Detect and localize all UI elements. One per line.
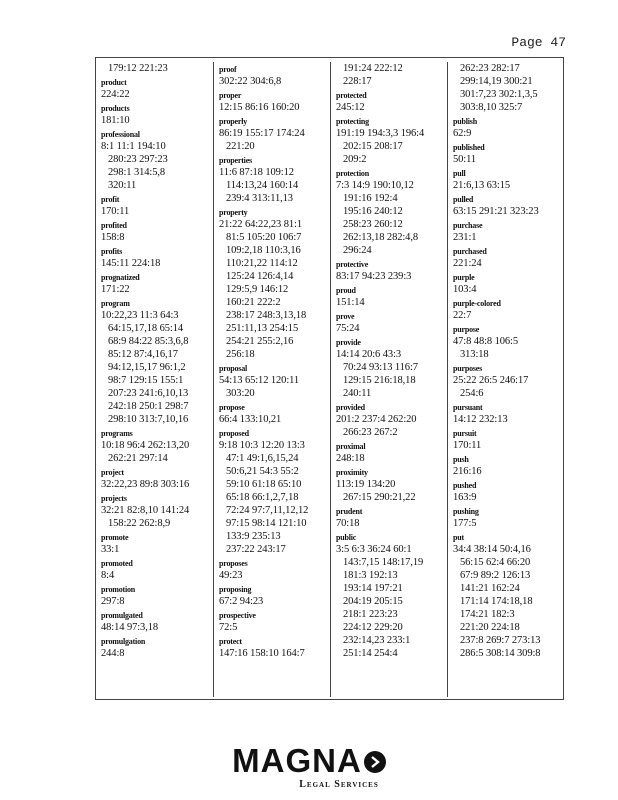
index-entry <box>101 582 212 608</box>
index-references: 209:2 <box>343 154 367 165</box>
index-entry <box>336 400 446 439</box>
index-references: 299:14,19 300:21 <box>460 76 533 87</box>
index-references: 207:23 241:6,10,13 <box>108 388 189 399</box>
index-references: 83:17 94:23 239:3 <box>336 271 412 282</box>
index-references: 70:18 <box>336 518 360 529</box>
index-references: 62:9 <box>453 128 472 139</box>
index-term: pulled <box>453 195 474 204</box>
index-references: 232:14,23 233:1 <box>343 635 411 646</box>
index-references: 170:11 <box>101 206 130 217</box>
index-entry <box>453 114 564 140</box>
index-references: 240:11 <box>343 388 372 399</box>
index-references: 67:9 89:2 126:13 <box>460 570 531 581</box>
index-references: 216:16 <box>453 466 482 477</box>
index-references: 129:15 216:18,18 <box>343 375 416 386</box>
index-entry <box>101 127 212 192</box>
index-entry <box>101 491 212 530</box>
index-references: 191:24 222:12 <box>343 63 403 74</box>
index-references: 238:17 248:3,13,18 <box>226 310 307 321</box>
index-entry <box>336 283 446 309</box>
index-entry <box>453 192 564 218</box>
index-term: proximal <box>336 442 366 451</box>
index-term: pursuit <box>453 429 477 438</box>
index-references: 12:15 86:16 160:20 <box>219 102 300 113</box>
index-term: provide <box>336 338 361 347</box>
index-entry <box>101 62 212 75</box>
index-references: 110:21,22 114:12 <box>226 258 298 269</box>
index-references: 254:21 255:2,16 <box>226 336 294 347</box>
index-references: 21:22 64:22,23 81:1 <box>219 219 302 230</box>
index-term: properties <box>219 156 252 165</box>
logo-tagline: Legal Services <box>299 779 379 790</box>
index-references: 224:22 <box>101 89 130 100</box>
index-references: 251:14 254:4 <box>343 648 398 659</box>
index-term: proposal <box>219 364 248 373</box>
index-references: 158:22 262:8,9 <box>108 518 171 529</box>
index-entry <box>219 634 329 660</box>
index-term: professional <box>101 130 140 139</box>
index-column-4 <box>447 62 564 697</box>
index-references: 224:12 229:20 <box>343 622 403 633</box>
index-references: 97:15 98:14 121:10 <box>226 518 307 529</box>
index-references: 171:22 <box>101 284 130 295</box>
index-references: 21:6,13 63:15 <box>453 180 511 191</box>
index-term: purpose <box>453 325 480 334</box>
index-references: 33:1 <box>101 544 120 555</box>
index-term: purchase <box>453 221 483 230</box>
index-term: profits <box>101 247 123 256</box>
index-entry <box>101 296 212 426</box>
index-term: purple <box>453 273 475 282</box>
index-references: 50:11 <box>453 154 477 165</box>
index-entry <box>219 556 329 582</box>
index-entry <box>336 530 446 660</box>
index-entry <box>453 530 564 660</box>
index-term: purple-colored <box>453 299 501 308</box>
index-term: proximity <box>336 468 368 477</box>
index-references: 298:1 314:5,8 <box>108 167 166 178</box>
index-references: 54:13 65:12 120:11 <box>219 375 300 386</box>
index-references: 49:23 <box>219 570 243 581</box>
index-references: 70:24 93:13 116:7 <box>343 362 418 373</box>
index-references: 81:5 105:20 106:7 <box>226 232 302 243</box>
index-references: 56:15 62:4 66:20 <box>460 557 531 568</box>
index-entry <box>219 153 329 205</box>
index-term: public <box>336 533 357 542</box>
index-references: 133:9 235:13 <box>226 531 281 542</box>
index-references: 302:22 304:6,8 <box>219 76 282 87</box>
index-references: 113:19 134:20 <box>336 479 396 490</box>
index-entry <box>101 530 212 556</box>
index-term: protecting <box>336 117 369 126</box>
index-references: 25:22 26:5 246:17 <box>453 375 529 386</box>
index-references: 7:3 14:9 190:10,12 <box>336 180 414 191</box>
index-references: 297:8 <box>101 596 125 607</box>
index-references: 280:23 297:23 <box>108 154 168 165</box>
index-references: 221:20 <box>226 141 255 152</box>
index-references: 48:14 97:3,18 <box>101 622 159 633</box>
index-references: 193:14 197:21 <box>343 583 403 594</box>
index-references: 201:2 237:4 262:20 <box>336 414 417 425</box>
index-entry <box>219 582 329 608</box>
index-entry <box>453 452 564 478</box>
index-references: 202:15 208:17 <box>343 141 403 152</box>
index-references: 179:12 221:23 <box>108 63 168 74</box>
index-term: proposed <box>219 429 249 438</box>
index-entry <box>219 62 329 88</box>
index-entry <box>101 75 212 101</box>
index-references: 174:21 182:3 <box>460 609 515 620</box>
index-term: program <box>101 299 130 308</box>
index-references: 244:8 <box>101 648 125 659</box>
index-references: 65:18 66:1,2,7,18 <box>226 492 299 503</box>
index-references: 94:12,15,17 96:1,2 <box>108 362 186 373</box>
index-term: projects <box>101 494 127 503</box>
index-references: 11:6 87:18 109:12 <box>219 167 294 178</box>
index-term: property <box>219 208 248 217</box>
index-references: 221:20 224:18 <box>460 622 520 633</box>
index-references: 103:4 <box>453 284 477 295</box>
index-references: 68:9 84:22 85:3,6,8 <box>108 336 189 347</box>
index-references: 143:7,15 148:17,19 <box>343 557 424 568</box>
index-references: 14:14 20:6 43:3 <box>336 349 402 360</box>
index-term: properly <box>219 117 248 126</box>
index-entry <box>336 257 446 283</box>
index-entry <box>101 101 212 127</box>
index-references: 177:5 <box>453 518 477 529</box>
index-entry <box>336 114 446 166</box>
index-references: 256:18 <box>226 349 255 360</box>
index-entry <box>219 608 329 634</box>
index-term: pushing <box>453 507 479 516</box>
index-references: 245:12 <box>336 102 365 113</box>
index-references: 251:11,13 254:15 <box>226 323 299 334</box>
index-term: proper <box>219 91 242 100</box>
index-references: 86:19 155:17 174:24 <box>219 128 305 139</box>
index-term: prove <box>336 312 355 321</box>
index-entry <box>453 400 564 426</box>
index-references: 145:11 224:18 <box>101 258 161 269</box>
index-term: protected <box>336 91 367 100</box>
index-references: 160:21 222:2 <box>226 297 281 308</box>
index-references: 114:13,24 160:14 <box>226 180 299 191</box>
index-entry <box>336 439 446 465</box>
index-entry <box>453 140 564 166</box>
page-number: Page 47 <box>511 35 566 50</box>
index-entry <box>336 62 446 88</box>
index-term: proud <box>336 286 356 295</box>
index-references: 248:18 <box>336 453 365 464</box>
index-references: 303:20 <box>226 388 255 399</box>
index-references: 218:1 223:23 <box>343 609 398 620</box>
index-references: 258:23 260:12 <box>343 219 403 230</box>
index-entry <box>453 478 564 504</box>
index-term: promotion <box>101 585 136 594</box>
index-entry <box>453 166 564 192</box>
index-references: 3:5 6:3 36:24 60:1 <box>336 544 412 555</box>
index-term: provided <box>336 403 365 412</box>
index-term: pull <box>453 169 466 178</box>
index-references: 158:8 <box>101 232 125 243</box>
index-references: 32:21 82:8,10 141:24 <box>101 505 190 516</box>
index-references: 72:5 <box>219 622 238 633</box>
index-entry <box>219 361 329 400</box>
index-term: products <box>101 104 130 113</box>
index-term: purchased <box>453 247 487 256</box>
index-entry <box>101 465 212 491</box>
index-references: 129:5,9 146:12 <box>226 284 289 295</box>
index-references: 195:16 240:12 <box>343 206 403 217</box>
index-references: 266:23 267:2 <box>343 427 398 438</box>
index-references: 301:7,23 302:1,3,5 <box>460 89 538 100</box>
magna-logo <box>0 744 618 790</box>
index-entry <box>453 296 564 322</box>
index-references: 181:3 192:13 <box>343 570 398 581</box>
index-term: push <box>453 455 469 464</box>
index-entry <box>336 504 446 530</box>
index-term: product <box>101 78 127 87</box>
index-term: proof <box>219 65 237 74</box>
index-term: promote <box>101 533 129 542</box>
index-entry <box>101 608 212 634</box>
index-references: 237:22 243:17 <box>226 544 286 555</box>
index-entry <box>453 270 564 296</box>
index-references: 22:7 <box>453 310 472 321</box>
index-term: protection <box>336 169 369 178</box>
index-term: project <box>101 468 124 477</box>
index-entry <box>336 335 446 400</box>
index-entry <box>101 218 212 244</box>
index-term: propose <box>219 403 245 412</box>
index-references: 109:2,18 110:3,16 <box>226 245 301 256</box>
index-references: 8:1 11:1 194:10 <box>101 141 166 152</box>
index-references: 14:12 232:13 <box>453 414 508 425</box>
index-references: 267:15 290:21,22 <box>343 492 416 503</box>
index-entry <box>219 114 329 153</box>
logo-wordmark: MAGNA <box>232 742 362 779</box>
index-references: 9:18 10:3 12:20 13:3 <box>219 440 305 451</box>
index-references: 64:15,17,18 65:14 <box>108 323 184 334</box>
index-references: 262:23 282:17 <box>460 63 520 74</box>
index-references: 125:24 126:4,14 <box>226 271 294 282</box>
index-references: 47:8 48:8 106:5 <box>453 336 519 347</box>
arrow-right-circle-icon <box>364 751 386 773</box>
index-references: 296:24 <box>343 245 372 256</box>
index-term: prudent <box>336 507 363 516</box>
index-references: 237:8 269:7 273:13 <box>460 635 541 646</box>
index-references: 10:22,23 11:3 64:3 <box>101 310 179 321</box>
index-term: put <box>453 533 464 542</box>
index-references: 262:13,18 282:4,8 <box>343 232 419 243</box>
index-references: 320:11 <box>108 180 137 191</box>
index-entry <box>336 166 446 257</box>
index-term: purposes <box>453 364 483 373</box>
index-references: 98:7 129:15 155:1 <box>108 375 184 386</box>
index-references: 191:19 194:3,3 196:4 <box>336 128 425 139</box>
index-references: 242:18 250:1 298:7 <box>108 401 189 412</box>
index-references: 10:18 96:4 262:13,20 <box>101 440 190 451</box>
index-column-2 <box>213 62 329 697</box>
index-term: profit <box>101 195 120 204</box>
index-column-1 <box>96 62 212 697</box>
index-references: 147:16 158:10 164:7 <box>219 648 305 659</box>
index-references: 204:19 205:15 <box>343 596 403 607</box>
index-term: publish <box>453 117 477 126</box>
index-references: 141:21 162:24 <box>460 583 520 594</box>
index-term: prognatized <box>101 273 140 282</box>
index-references: 32:22,23 89:8 303:16 <box>101 479 190 490</box>
index-references: 85:12 87:4,16,17 <box>108 349 178 360</box>
index-references: 72:24 97:7,11,12,12 <box>226 505 309 516</box>
index-term: prospective <box>219 611 256 620</box>
index-references: 163:9 <box>453 492 477 503</box>
index-term: profited <box>101 221 127 230</box>
index-references: 262:21 297:14 <box>108 453 168 464</box>
index-term: pushed <box>453 481 477 490</box>
index-entry <box>219 88 329 114</box>
index-entry <box>101 556 212 582</box>
index-references: 8:4 <box>101 570 115 581</box>
index-entry <box>101 426 212 465</box>
index-references: 221:24 <box>453 258 482 269</box>
index-entry <box>101 634 212 660</box>
index-references: 63:15 291:21 323:23 <box>453 206 539 217</box>
index-term: protect <box>219 637 242 646</box>
index-references: 239:4 313:11,13 <box>226 193 293 204</box>
index-references: 47:1 49:1,6,15,24 <box>226 453 299 464</box>
index-entry <box>453 244 564 270</box>
index-term: promulgation <box>101 637 146 646</box>
index-entry <box>101 192 212 218</box>
index-term: promulgated <box>101 611 143 620</box>
index-entry <box>453 218 564 244</box>
index-references: 151:14 <box>336 297 365 308</box>
index-references: 34:4 38:14 50:4,16 <box>453 544 531 555</box>
index-references: 67:2 94:23 <box>219 596 264 607</box>
index-entry <box>219 205 329 361</box>
index-table <box>95 57 564 700</box>
index-entry <box>453 361 564 400</box>
index-term: published <box>453 143 485 152</box>
index-entry <box>336 309 446 335</box>
index-term: proposing <box>219 585 252 594</box>
index-references: 170:11 <box>453 440 482 451</box>
index-term: pursuant <box>453 403 483 412</box>
index-entry <box>101 244 212 270</box>
index-references: 191:16 192:4 <box>343 193 398 204</box>
index-references: 50:6,21 54:3 55:2 <box>226 466 299 477</box>
index-entry <box>101 270 212 296</box>
index-references: 181:10 <box>101 115 130 126</box>
index-entry <box>453 504 564 530</box>
index-references: 231:1 <box>453 232 477 243</box>
index-term: protective <box>336 260 369 269</box>
index-references: 228:17 <box>343 76 372 87</box>
index-entry <box>453 62 564 114</box>
index-entry <box>453 426 564 452</box>
index-references: 254:6 <box>460 388 484 399</box>
index-entry <box>219 426 329 556</box>
index-references: 298:10 313:7,10,16 <box>108 414 189 425</box>
index-references: 286:5 308:14 309:8 <box>460 648 541 659</box>
index-term: programs <box>101 429 133 438</box>
index-column-3 <box>330 62 446 697</box>
index-references: 171:14 174:18,18 <box>460 596 533 607</box>
index-entry <box>219 400 329 426</box>
index-entry <box>336 88 446 114</box>
index-term: promoted <box>101 559 133 568</box>
index-references: 303:8,10 325:7 <box>460 102 523 113</box>
index-entry <box>336 465 446 504</box>
index-entry <box>453 322 564 361</box>
index-term: proposes <box>219 559 248 568</box>
index-references: 66:4 133:10,21 <box>219 414 282 425</box>
index-references: 313:18 <box>460 349 489 360</box>
index-references: 75:24 <box>336 323 360 334</box>
index-references: 59:10 61:18 65:10 <box>226 479 302 490</box>
